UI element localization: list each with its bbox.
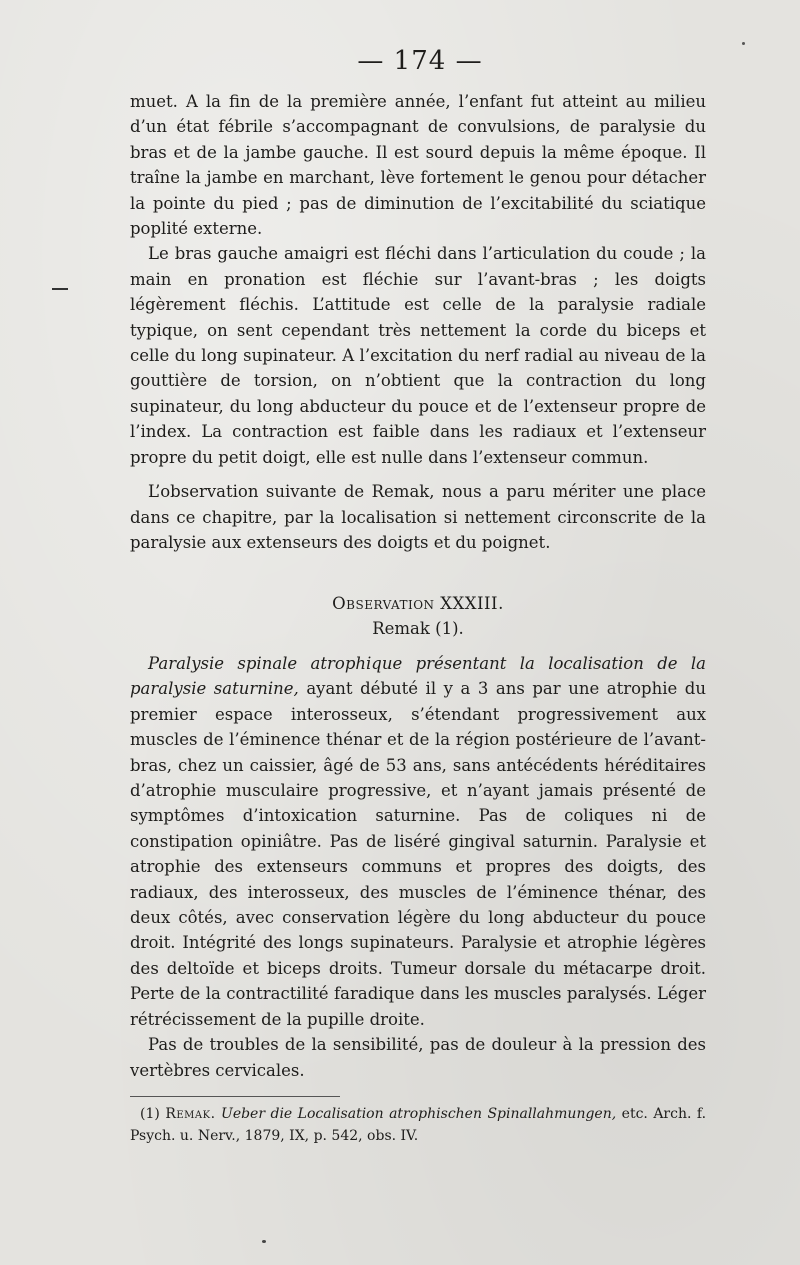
observation-summary-text: ayant débuté il y a 3 ans par une atrophie du premier espace interosseux, s’étendant progressivement aux muscles de l’éminence thénar et de la région postérieure de l’avant-bras, chez un caissier, âgé de 53 ans, sans antécédents héréditaires d’atrophie musculaire progressive, et n’ayant jamais présenté de symptômes d’intoxication saturnine. Pas de coliques ni de constipation opiniâtre. Pas de liséré gingival saturnin. Paralysie et atrophie des extenseurs communs et propres des doigts, des radiaux, des interosseux, des muscles de l’éminence thénar, des deux côtés, avec conservation légère du long abducteur du pouce droit. Intégrité des longs supinateurs. Paralysie et atrophie légères des deltoïde et biceps droits. Tumeur dorsale du métacarpe droit. Perte de la contractilité faradique dans les muscles paralysés. Léger rétrécissement de la pupille droite. [130,679,706,1029]
stray-ink-dot-bottom [262,1240,266,1243]
footnote-rest: etc. Arch. f. Psych. u. Nerv., 1879, IX, p. 542, obs. IV. [130,1106,707,1144]
observation-sensibility: Pas de troubles de la sensibilité, pas de douleur à la pression des vertèbres cervicales. [130,1035,706,1080]
footnote-rule [130,1096,340,1097]
margin-dash-mark [52,288,68,290]
observation-author: Remak (1). [372,619,464,638]
page-number: — 174 — [357,46,483,76]
stray-ink-dot [742,42,745,45]
paragraph-3: L’observation suivante de Remak, nous a paru mériter une place dans ce chapitre, par la localisation si nettement circonscrite de la paralysie aux extenseurs des doigts et du poignet. [130,482,706,552]
footnote-author: Remak. [165,1106,216,1122]
observation-summary [130,651,706,1032]
footnote-marker: (1) [140,1106,160,1122]
paragraph-2: Le bras gauche amaigri est fléchi dans l’articulation du coude ; la main en pronation est fléchie sur l’avant-bras ; les doigts légèrement fléchis. L’attitude est celle de la paralysie radiale typique, on sent cependant très nettement la corde du biceps et celle du long supinateur. A l’excitation du nerf radial au niveau de la gouttière de torsion, on n’obtient que la contraction du long supinateur, du long abducteur du pouce et de l’extenseur propre de l’index. La contraction est faible dans les radiaux et l’extenseur propre du petit doigt, elle est nulle dans l’extenseur commun. [130,244,706,467]
paragraph-1: muet. A la fin de la première année, l’enfant fut atteint au milieu d’un état fébrile s’accompagnant de convulsions, de paralysie du bras et de la jambe gauche. Il est sourd depuis la même époque. Il traîne la jambe en marchant, lève fortement le genou pour détacher la pointe du pied ; pas de diminution de l’excitabilité du sciatique poplité externe. [130,92,706,239]
footnote-title: Ueber die Localisation atrophischen Spinallahmungen, [221,1106,617,1122]
observation-section [130,591,706,1083]
body-text [130,89,706,555]
observation-heading: Observation XXXIII. [332,594,504,613]
observation-title: Paralysie spinale atrophique présentant la localisation de la paralysie saturnine, [130,654,706,699]
footnote-section [130,1096,706,1147]
footnote-text [130,1103,706,1147]
